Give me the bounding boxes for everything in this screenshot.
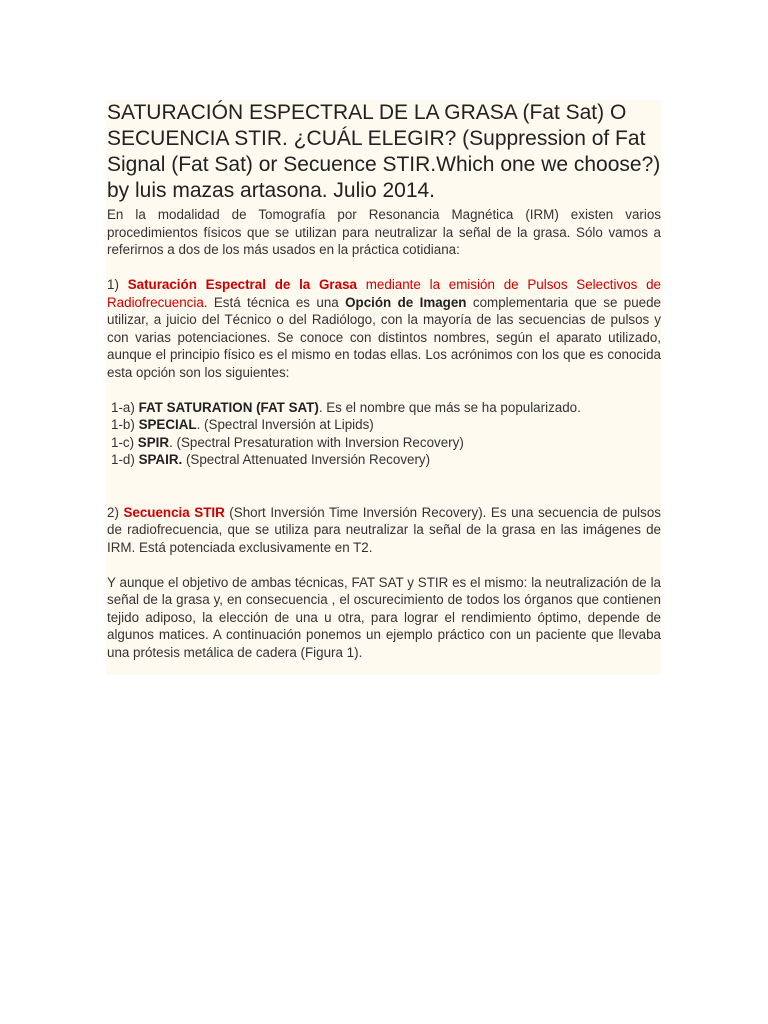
spacer — [106, 259, 661, 277]
list-item — [111, 451, 661, 469]
list-item-name: FAT SATURATION (FAT SAT) — [138, 399, 319, 415]
list-item-name: SPECIAL — [138, 417, 197, 432]
section1-text-b: complementaria que se puede utilizar, a juicio del Técnico o del Radiólogo, con la mayoría de las secuencias de pulsos y con varias potenciaciones. Se conoce con distintos nombres, según el aparato utilizado, aunque el principio físico es el mismo en todas ellas. Los acrónimos con los que es conocida esta opción son los siguientes: — [107, 294, 662, 380]
spacer — [106, 556, 661, 574]
intro-paragraph: En la modalidad de Tomografía por Resonancia Magnética (IRM) existen varios procedimientos físicos que se utilizan para neutralizar la señal de la grasa. Sólo vamos a referirnos a dos de los más usados en la práctica cotidiana: — [107, 207, 661, 257]
list-item-prefix: 1-a) — [111, 399, 135, 415]
spacer — [106, 486, 661, 504]
list-item-prefix: 1-c) — [111, 434, 135, 450]
section2-text: (Short Inversión Time Inversión Recovery). Es una secuencia de pulsos de radiofrecuencia, que se utiliza para neutralizar la señal de la grasa en las imágenes de IRM. Está potenciada exclusivamente en T2. — [107, 504, 661, 555]
document-panel — [106, 100, 661, 675]
list-item-name: SPIR — [137, 434, 170, 450]
section1-term: Saturación Espectral de la Grasa — [127, 277, 357, 292]
spacer — [106, 469, 661, 487]
page-title: SATURACIÓN ESPECTRAL DE LA GRASA (Fat Sat) O SECUENCIA STIR. ¿CUÁL ELEGIR? (Suppression of Fat Signal (Fat Sat) or Secuence STIR.Which one we choose?) by luis mazas artasona. Julio 2014. — [107, 101, 661, 202]
section1-term-desc: mediante la emisión de Pulsos Selectivos de Radiofrecuencia — [107, 277, 661, 310]
list-item-desc: . Es el nombre que más se ha popularizado. — [318, 399, 581, 415]
list-item — [111, 434, 661, 452]
list-item — [111, 399, 661, 417]
section2-term: Secuencia STIR — [123, 504, 225, 520]
section1-text-a: . Está técnica es una — [203, 294, 339, 310]
section1-option: Opción de Imagen — [345, 294, 467, 310]
list-item-desc: . (Spectral Inversión at Lipids) — [196, 417, 374, 432]
list-item-prefix: 1-b) — [111, 417, 135, 432]
list-item — [111, 416, 661, 434]
section1-paragraph — [107, 276, 661, 381]
closing-paragraph: Y aunque el objetivo de ambas técnicas, FAT SAT y STIR es el mismo: la neutralización de la señal de la grasa y, en consecuencia , el oscurecimiento de todos los órganos que contienen tejido adiposo, la elección de una u otra, para lograr el rendimiento óptimo, depende de algunos matices. A continuación ponemos un ejemplo práctico con un paciente que llevaba una prótesis metálica de cadera (Figura 1). — [107, 574, 661, 660]
list-item-prefix: 1-d) — [111, 452, 135, 467]
section1-number: 1) — [107, 277, 119, 292]
list-item-desc: (Spectral Attenuated Inversión Recovery) — [182, 452, 431, 467]
list-item-desc: . (Spectral Presaturation with Inversion Recovery) — [169, 434, 464, 450]
acronym-list — [106, 399, 661, 469]
spacer — [106, 381, 661, 399]
section2-number: 2) — [107, 504, 119, 520]
list-item-name: SPAIR. — [138, 452, 183, 467]
section2-paragraph — [107, 504, 661, 557]
